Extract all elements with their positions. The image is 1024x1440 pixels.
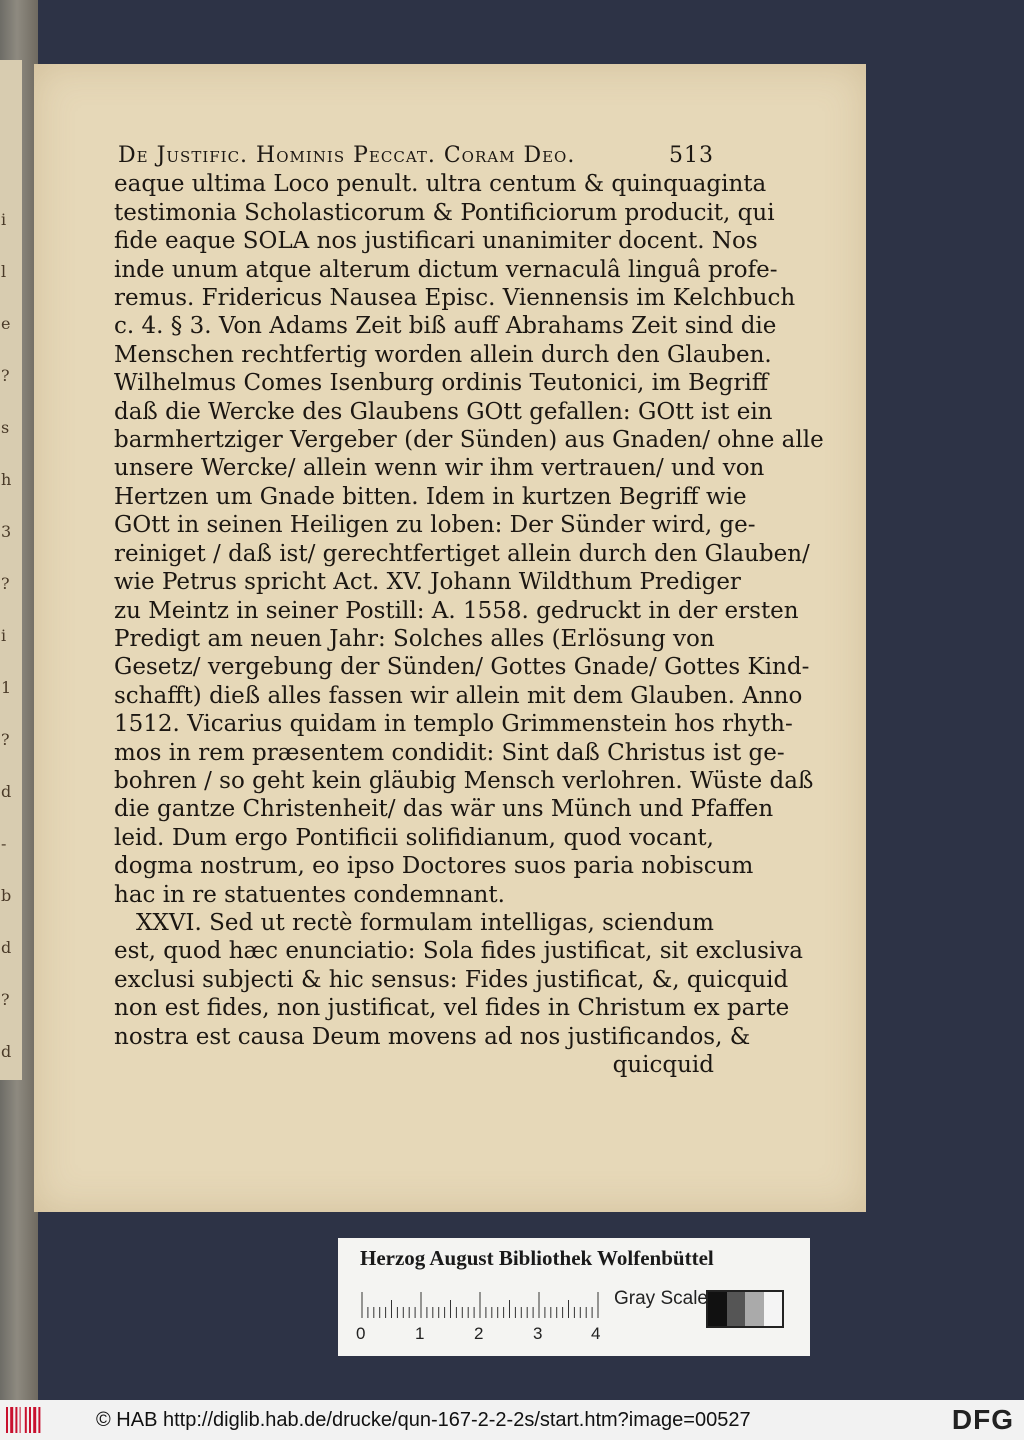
copyright-url[interactable]: © HAB http://diglib.hab.de/drucke/qun-167-2-2-2s/start.htm?image=00527 — [96, 1408, 751, 1431]
text-line: unsere Wercke/ allein wenn wir ihm vertrauen/ und von — [114, 455, 765, 482]
text-line: nostra est causa Deum movens ad nos justificandos, & — [114, 1023, 751, 1050]
text-line: c. 4. § 3. Von Adams Zeit biß auff Abrahams Zeit sind die — [114, 313, 777, 340]
text-line: mos in rem præsentem condidit: Sint daß Christus ist ge- — [114, 739, 785, 766]
previous-page-mark: b — [1, 886, 12, 905]
previous-page-mark: d — [1, 938, 12, 957]
previous-page-mark: ? — [1, 990, 10, 1009]
page-number: 513 — [669, 143, 714, 168]
previous-page-mark: h — [1, 470, 12, 489]
page-text — [114, 142, 824, 1079]
text-line: bohren / so geht kein gläubig Mensch verlohren. Wüste daß — [114, 767, 814, 794]
gray-swatch — [727, 1292, 746, 1326]
previous-page-mark: e — [1, 314, 11, 333]
library-name: Herzog August Bibliothek Wolfenbüttel — [360, 1246, 714, 1270]
text-line: zu Meintz in seiner Postill: A. 1558. gedruckt in der ersten — [114, 597, 799, 624]
paragraph-start-line: XXVI. Sed ut rectè formulam intelligas, sciendum — [136, 909, 714, 936]
previous-page-mark: i — [1, 210, 7, 229]
running-header — [114, 142, 714, 170]
text-line: exclusi subjecti & hic sensus: Fides justificat, &, quicquid — [114, 966, 789, 993]
ruler-number: 3 — [533, 1324, 543, 1343]
text-line: 1512. Vicarius quidam in templo Grimmenstein hos rhyth- — [114, 711, 793, 738]
previous-page-mark: ? — [1, 574, 10, 593]
barcode-bar — [10, 1407, 13, 1433]
barcode-bar — [29, 1407, 31, 1433]
library-color-card — [338, 1238, 810, 1356]
ruler-number: 0 — [356, 1324, 366, 1343]
text-line: eaque ultima Loco penult. ultra centum & quinquaginta — [114, 171, 767, 198]
previous-page-mark: d — [1, 1042, 12, 1061]
text-line: barmhertziger Vergeber (der Sünden) aus Gnaden/ ohne alle — [114, 427, 824, 454]
previous-page-mark: ? — [1, 366, 10, 385]
previous-page-edge — [0, 60, 22, 1080]
text-line: testimonia Scholasticorum & Pontificiorum producit, qui — [114, 199, 775, 226]
text-line: fide eaque SOLA nos justificari unanimiter docent. Nos — [114, 228, 758, 255]
previous-page-mark: d — [1, 782, 12, 801]
previous-page-mark: l — [1, 262, 7, 281]
measurement-ruler — [358, 1290, 608, 1320]
text-line: leid. Dum ergo Pontificii solifidianum, quod vocant, — [114, 824, 714, 851]
text-line: hac in re statuentes condemnant. — [114, 881, 505, 908]
footer-bar — [0, 1400, 1024, 1440]
text-line: Wilhelmus Comes Isenburg ordinis Teutonici, im Begriff — [114, 370, 769, 397]
text-line: remus. Fridericus Nausea Episc. Viennensis im Kelchbuch — [114, 285, 796, 312]
barcode-icon — [6, 1407, 46, 1433]
barcode-bar — [15, 1407, 17, 1433]
previous-page-mark: s — [1, 418, 10, 437]
running-title: De Justific. Hominis Peccat. Coram Deo. — [118, 143, 576, 168]
text-line: non est fides, non justificat, vel fides in Christum ex parte — [114, 995, 790, 1022]
previous-page-mark: - — [1, 834, 7, 853]
ruler-number: 4 — [591, 1324, 601, 1343]
text-line: daß die Wercke des Glaubens GOtt gefallen: GOtt ist ein — [114, 398, 773, 425]
previous-page-mark: 3 — [1, 522, 12, 541]
barcode-bar — [6, 1407, 8, 1433]
text-line: schafft) dieß alles fassen wir allein mit dem Glauben. Anno — [114, 682, 803, 709]
previous-page-mark: 1 — [1, 678, 12, 697]
document-page — [34, 64, 866, 1212]
barcode-bar — [33, 1407, 36, 1433]
previous-page-mark: ? — [1, 730, 10, 749]
dfg-logo: DFG — [951, 1404, 1014, 1435]
ruler-number: 2 — [474, 1324, 484, 1343]
text-line: wie Petrus spricht Act. XV. Johann Wildthum Prediger — [114, 569, 741, 596]
barcode-bar — [25, 1407, 27, 1433]
gray-swatch — [745, 1292, 764, 1326]
barcode-bar — [20, 1407, 21, 1433]
text-line: Hertzen um Gnade bitten. Idem in kurtzen Begriff wie — [114, 483, 747, 510]
catchword: quicquid — [612, 1052, 714, 1078]
ruler-number: 1 — [415, 1324, 425, 1343]
text-line: est, quod hæc enunciatio: Sola fides justificat, sit exclusiva — [114, 938, 803, 965]
gray-scale-label: Gray Scale — [614, 1288, 708, 1309]
previous-page-mark: i — [1, 626, 7, 645]
text-line: Predigt am neuen Jahr: Solches alles (Erlösung von — [114, 625, 715, 652]
gray-scale-swatches — [706, 1290, 784, 1328]
gray-swatch — [764, 1292, 783, 1326]
text-line: die gantze Christenheit/ das wär uns Münch und Pfaffen — [114, 796, 774, 823]
text-line: Menschen rechtfertig worden allein durch den Glauben. — [114, 341, 772, 368]
text-line: Gesetz/ vergebung der Sünden/ Gottes Gnade/ Gottes Kind- — [114, 654, 810, 681]
barcode-bar — [38, 1407, 40, 1433]
gray-swatch — [708, 1292, 727, 1326]
text-line: GOtt in seinen Heiligen zu loben: Der Sünder wird, ge- — [114, 512, 756, 539]
text-line: reiniget / daß ist/ gerechtfertiget allein durch den Glauben/ — [114, 540, 810, 567]
text-line: dogma nostrum, eo ipso Doctores suos paria nobiscum — [114, 853, 754, 880]
text-line: inde unum atque alterum dictum vernaculâ linguâ profe- — [114, 256, 778, 283]
